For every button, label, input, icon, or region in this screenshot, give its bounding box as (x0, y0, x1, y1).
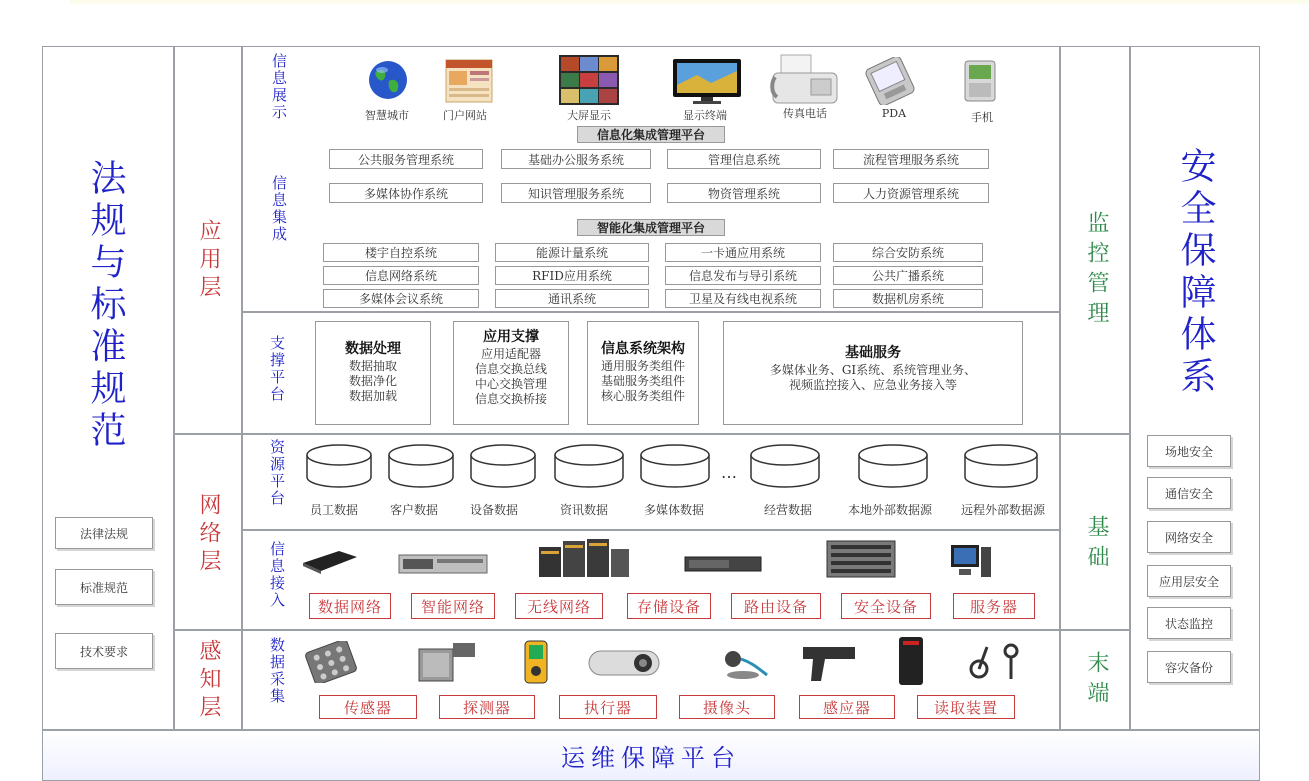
system-box[interactable]: RFID应用系统 (495, 266, 649, 285)
security-item-site[interactable] (1147, 435, 1231, 467)
database-cylinder-icon (749, 443, 821, 489)
security-item-status[interactable] (1147, 607, 1231, 639)
database-cylinder-icon (639, 443, 711, 489)
system-box[interactable]: 物资管理系统 (667, 183, 821, 203)
access-item[interactable]: 存储设备 (627, 593, 711, 619)
regulation-title: 法规与标准规范 (85, 159, 126, 453)
system-box[interactable]: 公共服务管理系统 (329, 149, 483, 169)
info-access-panel (242, 530, 1060, 630)
support-box-title: 数据处理 (345, 341, 401, 357)
security-item-network[interactable] (1147, 521, 1231, 553)
layer-perception-label: 感知层 (196, 639, 221, 723)
monitor-terminal-label: 末端 (1084, 651, 1109, 711)
monitor-management-cell (1060, 46, 1130, 434)
system-box[interactable]: 多媒体会议系统 (323, 289, 479, 308)
support-platform-label: 支撑平台 (268, 335, 286, 403)
database-cylinder-icon (469, 443, 537, 489)
database-ellipsis: … (721, 463, 737, 482)
support-box-line: 核心服务类组件 (600, 389, 685, 403)
regulation-item-standard[interactable] (55, 569, 153, 605)
camera-icon (587, 645, 665, 681)
database-label: 经营数据 (763, 503, 812, 517)
access-item[interactable]: 数据网络 (309, 593, 391, 619)
database-cylinder-icon (387, 443, 455, 489)
regulation-item-label: 法律法规 (79, 526, 128, 541)
video-wall-icon (559, 55, 619, 105)
support-box-line: 数据抽取 (348, 359, 397, 373)
device-caption: 传真电话 (783, 107, 827, 120)
info-display-label: 信息展示 (270, 53, 288, 121)
left-regulation-panel (42, 46, 174, 730)
access-item[interactable]: 安全设备 (841, 593, 931, 619)
info-integration-label: 信息集成 (270, 175, 288, 243)
access-item[interactable]: 路由设备 (731, 593, 821, 619)
info-app-panel (242, 46, 1060, 312)
monitor-foundation-cell (1060, 434, 1130, 630)
phone-icon (963, 59, 997, 103)
system-box[interactable]: 能源计量系统 (495, 243, 649, 262)
support-box-line: 中心交换管理 (474, 377, 547, 391)
system-box[interactable]: 通讯系统 (495, 289, 649, 308)
monitor-foundation-label: 基础 (1084, 515, 1109, 575)
support-box-line: 信息交换桥接 (474, 392, 547, 406)
induction-sensor-icon (713, 639, 771, 683)
collection-item[interactable]: 感应器 (799, 695, 895, 719)
security-item-label: 网络安全 (1164, 530, 1213, 545)
system-box[interactable]: 知识管理服务系统 (501, 183, 651, 203)
device-caption: 手机 (971, 111, 993, 124)
collection-item[interactable]: 读取装置 (917, 695, 1015, 719)
reader-device-icon (965, 641, 1025, 681)
system-box[interactable]: 人力资源管理系统 (833, 183, 989, 203)
support-box-data-processing[interactable] (315, 321, 431, 425)
info-access-label: 信息接入 (268, 541, 286, 609)
security-item-label: 应用层安全 (1158, 574, 1219, 589)
system-box[interactable]: 信息网络系统 (323, 266, 479, 285)
detector-icon (413, 639, 479, 685)
support-box-title: 应用支撑 (483, 329, 539, 345)
security-item-disaster[interactable] (1147, 651, 1231, 683)
system-box[interactable]: 流程管理服务系统 (833, 149, 989, 169)
database-cylinder-icon (305, 443, 373, 489)
ops-platform-title: 运维保障平台 (561, 744, 741, 772)
database-label: 本地外部数据源 (847, 503, 932, 517)
database-label: 客户数据 (389, 503, 438, 517)
security-item-communication[interactable] (1147, 477, 1231, 509)
wireless-device-icon (535, 537, 631, 579)
router-device-icon (825, 539, 897, 579)
database-label: 资讯数据 (559, 503, 608, 517)
database-label: 多媒体数据 (643, 503, 704, 517)
support-box-line: 多媒体业务、GI系统、系统管理业务、 (769, 363, 977, 377)
platform1-title: 信息化集成管理平台 (577, 126, 725, 143)
regulation-item-law[interactable] (55, 517, 153, 549)
website-icon (445, 59, 493, 103)
security-item-label: 容灾备份 (1164, 660, 1213, 675)
data-collection-label: 数据采集 (268, 637, 286, 705)
resource-platform-panel (242, 434, 1060, 530)
support-box-line: 视频监控接入、应急业务接入等 (788, 378, 957, 392)
card-reader-icon (895, 635, 927, 687)
support-box-line: 数据净化 (348, 374, 397, 388)
support-platform-panel (242, 312, 1060, 434)
system-box[interactable]: 数据机房系统 (833, 289, 983, 308)
support-box-line: 信息交换总线 (474, 362, 547, 376)
resource-platform-label: 资源平台 (268, 439, 286, 507)
database-cylinder-icon (553, 443, 625, 489)
system-box[interactable]: 基础办公服务系统 (501, 149, 651, 169)
support-box-line: 数据加载 (348, 389, 397, 403)
network-device-icon (299, 547, 361, 575)
top-highlight-line (70, 0, 1309, 6)
system-box[interactable]: 综合安防系统 (833, 243, 983, 262)
pda-icon (859, 57, 921, 105)
regulation-item-label: 标准规范 (79, 580, 128, 595)
security-item-label: 通信安全 (1164, 486, 1213, 501)
security-item-application[interactable] (1147, 565, 1231, 597)
fax-icon (767, 53, 843, 107)
support-box-architecture[interactable] (587, 321, 699, 425)
system-box[interactable]: 信息发布与导引系统 (665, 266, 821, 285)
collection-item[interactable]: 执行器 (559, 695, 657, 719)
system-box[interactable]: 管理信息系统 (667, 149, 821, 169)
system-box[interactable]: 楼宇自控系统 (323, 243, 479, 262)
right-security-panel (1130, 46, 1260, 730)
access-item[interactable]: 智能网络 (411, 593, 495, 619)
system-box[interactable]: 多媒体协作系统 (329, 183, 483, 203)
device-caption: 大屏显示 (567, 109, 611, 122)
regulation-item-label: 技术要求 (79, 644, 128, 659)
database-label: 员工数据 (309, 503, 358, 517)
globe-icon (367, 59, 409, 101)
layer-network-label: 网络层 (196, 493, 221, 577)
keypad-sensor-icon (303, 641, 359, 683)
regulation-item-technical[interactable] (55, 633, 153, 669)
database-label: 远程外部数据源 (960, 503, 1045, 517)
layer-network-cell (174, 434, 242, 630)
platform2-title: 智能化集成管理平台 (577, 219, 725, 236)
network-switch-icon (397, 549, 489, 577)
gps-actuator-icon (521, 637, 551, 687)
server-device-icon (949, 543, 993, 579)
access-item[interactable]: 服务器 (953, 593, 1035, 619)
collection-item[interactable]: 传感器 (319, 695, 417, 719)
security-item-label: 场地安全 (1164, 444, 1213, 459)
database-label: 设备数据 (469, 503, 518, 517)
support-box-line: 应用适配器 (480, 347, 541, 361)
collection-item[interactable]: 探测器 (439, 695, 535, 719)
device-caption: PDA (881, 107, 907, 120)
scanner-gun-icon (799, 641, 863, 685)
device-caption: 显示终端 (683, 109, 727, 122)
support-box-line: 通用服务类组件 (600, 359, 685, 373)
security-item-label: 状态监控 (1164, 616, 1213, 631)
database-cylinder-icon (857, 443, 929, 489)
storage-device-icon (683, 553, 763, 575)
support-box-title: 信息系统架构 (601, 341, 685, 357)
monitor-terminal-cell (1060, 630, 1130, 730)
monitor-management-label: 监控管理 (1084, 211, 1109, 331)
support-box-title: 基础服务 (845, 345, 901, 361)
support-box-line: 基础服务类组件 (600, 374, 685, 388)
collection-item[interactable]: 摄像头 (679, 695, 775, 719)
security-title: 安全保障体系 (1175, 147, 1216, 399)
system-box[interactable]: 卫星及有线电视系统 (665, 289, 821, 308)
database-cylinder-icon (963, 443, 1039, 489)
layer-app-cell (174, 46, 242, 434)
monitor-icon (671, 57, 743, 105)
device-caption: 智慧城市 (365, 109, 409, 122)
data-collection-panel (242, 630, 1060, 730)
ops-platform-bar (42, 730, 1260, 781)
support-box-basic-service[interactable] (723, 321, 1023, 425)
layer-perception-cell (174, 630, 242, 730)
system-box[interactable]: 一卡通应用系统 (665, 243, 821, 262)
access-item[interactable]: 无线网络 (515, 593, 603, 619)
system-box[interactable]: 公共广播系统 (833, 266, 983, 285)
device-caption: 门户网站 (443, 109, 487, 122)
support-box-app-support[interactable] (453, 321, 569, 425)
layer-application-label: 应用层 (196, 219, 221, 303)
